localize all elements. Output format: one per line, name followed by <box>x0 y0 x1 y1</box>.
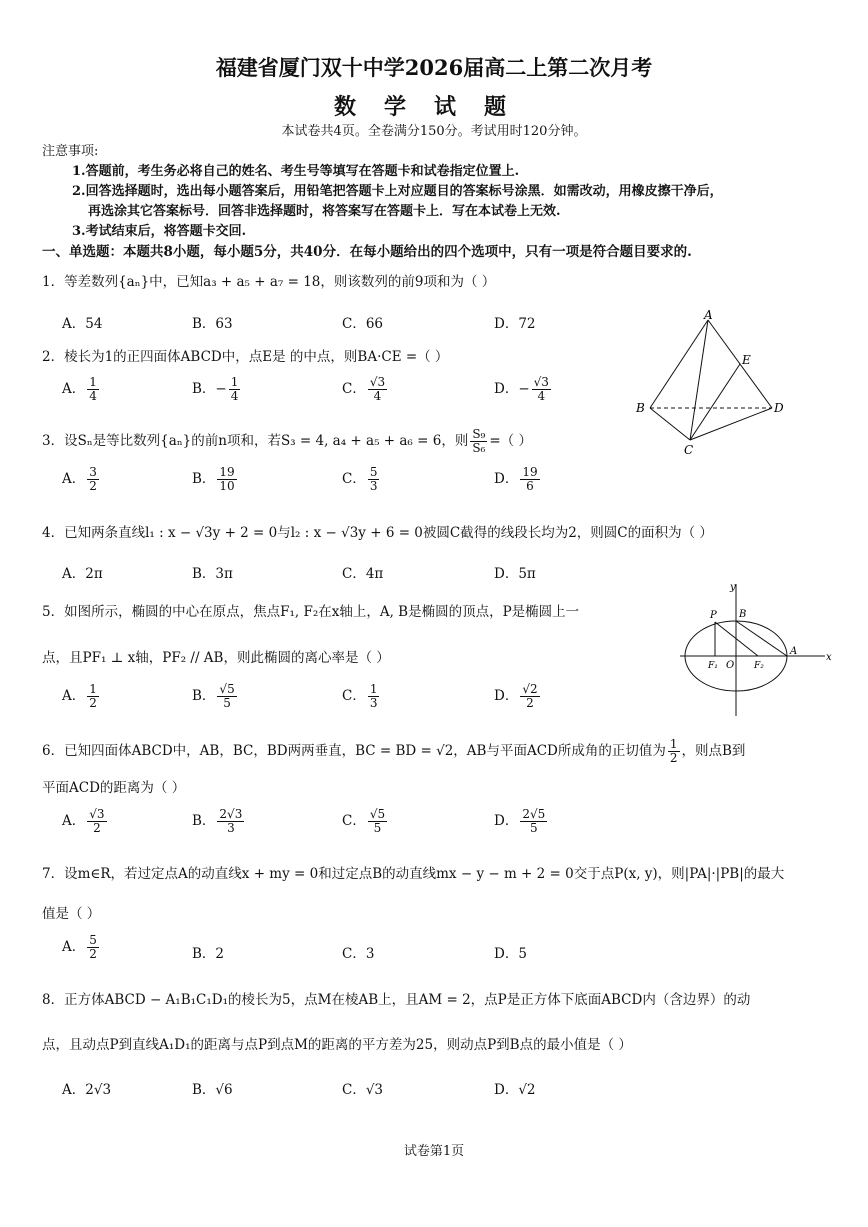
fraction <box>87 683 99 710</box>
q2-option-a <box>62 376 101 403</box>
numerator: 1 <box>369 682 378 696</box>
q7-option-a <box>62 934 101 961</box>
q3-option-b <box>192 466 239 493</box>
question-3 <box>42 428 532 455</box>
tetrahedron-figure <box>630 308 790 458</box>
fraction <box>368 683 380 710</box>
label-f2: F₂ <box>754 661 764 671</box>
exam-title: 福建省厦门双十中学2026届高二上第二次月考 <box>215 55 653 80</box>
q6-option-b <box>192 808 246 835</box>
label-b: B <box>739 609 747 620</box>
option-letter: D． <box>494 813 519 829</box>
q5-option-c <box>342 683 381 710</box>
edge-cd <box>690 408 772 440</box>
q7-option-b: B．2 <box>192 946 225 962</box>
option-letter: B． <box>192 471 216 487</box>
notice-item-1: 1.答题前，考生务必将自己的姓名、考生号等填写在答题卡和试卷指定位置上. <box>72 164 520 179</box>
option-letter: C． <box>342 471 366 487</box>
denominator: 6 <box>526 479 534 493</box>
q3-option-a <box>62 466 101 493</box>
option-letter: A． <box>62 813 86 829</box>
numerator: √2 <box>522 682 538 696</box>
question-6-line-2: 平面ACD的距离为（ ） <box>42 780 186 796</box>
q1-option-b: B．63 <box>192 316 233 332</box>
numerator: 5 <box>369 465 378 479</box>
q6-option-c <box>342 808 389 835</box>
denominator: 4 <box>89 389 97 403</box>
q5-option-d <box>494 683 542 710</box>
denominator: 5 <box>373 821 382 835</box>
q3-stem: 3．设Sₙ是等比数列{aₙ}的前n项和，若S₃ = 4, a₄ + a₅ + a₆ = 6，则 <box>42 433 469 449</box>
fraction <box>87 466 99 493</box>
question-1: 1．等差数列{aₙ}中，已知a₃ + a₅ + a₇ = 18，则该数列的前9项和为（ ） <box>42 274 496 290</box>
denominator: 3 <box>369 696 378 710</box>
fraction <box>520 808 547 835</box>
q6-option-a <box>62 808 109 835</box>
numerator: 1 <box>230 375 239 389</box>
fraction <box>217 466 236 493</box>
denominator: 4 <box>537 389 546 403</box>
question-8-line-1: 8．正方体ABCD − A₁B₁C₁D₁的棱长为5，点M在棱AB上，且AM = 2，点P是正方体下底面ABCD内（含边界）的动 <box>42 992 751 1008</box>
q8-option-d: D．√2 <box>494 1082 536 1098</box>
q8-option-b: B．√6 <box>192 1082 233 1098</box>
q1-option-c: C．66 <box>342 316 384 332</box>
numerator: 1 <box>669 737 678 751</box>
numerator: 19 <box>522 465 538 479</box>
section-heading: 一、单选题：本题共8小题，每小题5分，共40分．在每小题给出的四个选项中，只有一项是符合题目要求的. <box>42 244 692 260</box>
ellipse-figure <box>680 578 840 723</box>
label-a: A <box>790 646 798 657</box>
label-b: B <box>636 401 645 415</box>
q2-option-c <box>342 376 389 403</box>
numerator: √3 <box>89 807 105 821</box>
numerator: 1 <box>89 375 97 389</box>
numerator: 19 <box>219 465 235 479</box>
question-6-line-1 <box>42 738 745 765</box>
numerator: 5 <box>89 933 97 947</box>
fraction <box>229 376 241 403</box>
denominator: 10 <box>219 479 235 493</box>
fraction <box>368 808 387 835</box>
fraction <box>368 376 387 403</box>
q4-option-b: B．3π <box>192 566 233 582</box>
q5-option-a <box>62 683 101 710</box>
option-letter: A． <box>62 381 86 397</box>
denominator: 2 <box>526 696 534 710</box>
q3-option-d <box>494 466 542 493</box>
q1-option-a: A．54 <box>62 316 103 332</box>
option-letter: D． <box>494 471 519 487</box>
numerator: 2√5 <box>522 807 546 821</box>
notice-item-2-cont: 再选涂其它答案标号．回答非选择题时，将答案写在答题卡上．写在本试卷上无效. <box>88 204 561 219</box>
q7-option-d: D．5 <box>494 946 527 962</box>
numerator: √3 <box>533 375 549 389</box>
label-a: A <box>704 308 713 322</box>
label-f1: F₁ <box>708 661 718 671</box>
option-letter: C． <box>342 688 366 704</box>
option-letter: D． <box>494 381 519 397</box>
q3-tail: =（ ） <box>489 433 532 449</box>
fraction <box>87 808 106 835</box>
exam-subject: 数学试题 <box>333 94 534 120</box>
denominator: 3 <box>369 479 378 493</box>
sign: − <box>215 381 227 397</box>
numerator: √5 <box>369 807 386 821</box>
segment-ce <box>690 364 740 440</box>
option-letter: B． <box>192 688 216 704</box>
fraction <box>520 683 539 710</box>
fraction <box>217 808 244 835</box>
q6-stem: 6．已知四面体ABCD中，AB，BC，BD两两垂直，BC = BD = √2，AB与平面ACD所成角的正切值为 <box>42 743 666 759</box>
denominator: 3 <box>227 821 235 835</box>
notice-item-2: 2.回答选择题时，选出每小题答案后，用铅笔把答题卡上对应题目的答案标号涂黑．如需改动，用橡皮擦干净后， <box>72 184 723 199</box>
q2-option-b <box>192 376 242 403</box>
denominator: 4 <box>373 389 382 403</box>
label-e: E <box>742 353 751 367</box>
option-letter: C． <box>342 381 366 397</box>
question-7-line-1: 7．设m∈R，若过定点A的动直线x + my = 0和过定点B的动直线mx − y − m + 2 = 0交于点P(x, y)，则|PA|·|PB|的最大 <box>42 866 785 882</box>
denominator: 2 <box>669 751 678 765</box>
q3-option-c <box>342 466 381 493</box>
denominator: 2 <box>89 947 97 961</box>
question-4: 4．已知两条直线l₁ : x − √3y + 2 = 0与l₂ : x − √3y + 6 = 0被圆C截得的线段长均为2，则圆C的面积为（ ） <box>42 525 713 541</box>
label-y: y <box>730 582 736 593</box>
denominator: 5 <box>529 821 538 835</box>
q1-option-d: D．72 <box>494 316 536 332</box>
option-letter: A． <box>62 688 86 704</box>
fraction <box>87 934 99 961</box>
option-letter: A． <box>62 939 86 955</box>
q4-option-c: C．4π <box>342 566 384 582</box>
question-7-line-2: 值是（ ） <box>42 906 101 922</box>
denominator: S₆ <box>472 441 486 455</box>
numerator: 3 <box>89 465 97 479</box>
numerator: √5 <box>219 682 235 696</box>
option-letter: B． <box>192 813 216 829</box>
option-letter: B． <box>192 381 216 397</box>
fraction <box>668 738 680 765</box>
page-footer: 试卷第1页 <box>403 1144 465 1159</box>
fraction <box>87 376 99 403</box>
q4-option-d: D．5π <box>494 566 536 582</box>
q2-option-d <box>494 376 553 403</box>
q6-option-d <box>494 808 549 835</box>
fraction <box>368 466 380 493</box>
question-2: 2．棱长为1的正四面体ABCD中，点E是 的中点，则BA·CE =（ ） <box>42 349 449 365</box>
denominator: 5 <box>223 696 231 710</box>
fraction <box>217 683 236 710</box>
ratio-fraction <box>470 428 487 455</box>
numerator: S₉ <box>472 427 486 441</box>
denominator: 2 <box>89 696 97 710</box>
label-d: D <box>774 401 784 415</box>
question-5-line-1: 5．如图所示，椭圆的中心在原点，焦点F₁, F₂在x轴上，A, B是椭圆的顶点，P是椭圆上一 <box>42 604 580 620</box>
edge-ac <box>690 320 708 440</box>
edge-ab <box>650 320 708 408</box>
label-p: P <box>710 610 717 621</box>
denominator: 2 <box>93 821 101 835</box>
fraction <box>520 466 539 493</box>
sign: − <box>518 381 530 397</box>
numerator: 2√3 <box>219 807 243 821</box>
option-letter: C． <box>342 813 366 829</box>
q7-option-c: C．3 <box>342 946 375 962</box>
denominator: 2 <box>89 479 97 493</box>
label-c: C <box>684 443 694 457</box>
q8-option-a: A．2√3 <box>62 1082 112 1098</box>
exam-info: 本试卷共4页。全卷满分150分。考试用时120分钟。 <box>281 124 587 139</box>
edge-bc <box>650 408 690 440</box>
notice-item-3: 3.考试结束后，将答题卡交回. <box>72 224 247 239</box>
q5-option-b <box>192 683 239 710</box>
denominator: 4 <box>230 389 239 403</box>
label-o: O <box>726 660 735 671</box>
q6-stem-tail: ，则点B到 <box>681 743 746 759</box>
option-letter: D． <box>494 688 519 704</box>
label-x: x <box>826 652 832 663</box>
q4-option-a: A．2π <box>62 566 103 582</box>
option-letter: A． <box>62 471 86 487</box>
numerator: √3 <box>369 375 386 389</box>
question-5-line-2: 点，且PF₁ ⊥ x轴，PF₂ // AB，则此椭圆的离心率是（ ） <box>42 650 390 666</box>
q8-option-c: C．√3 <box>342 1082 384 1098</box>
question-8-line-2: 点，且动点P到直线A₁D₁的距离与点P到点M的距离的平方差为25，则动点P到B点的最小值是（ ） <box>42 1037 632 1053</box>
numerator: 1 <box>89 682 97 696</box>
segment-ab <box>736 621 787 656</box>
fraction <box>532 376 551 403</box>
notice-heading: 注意事项: <box>42 144 99 159</box>
